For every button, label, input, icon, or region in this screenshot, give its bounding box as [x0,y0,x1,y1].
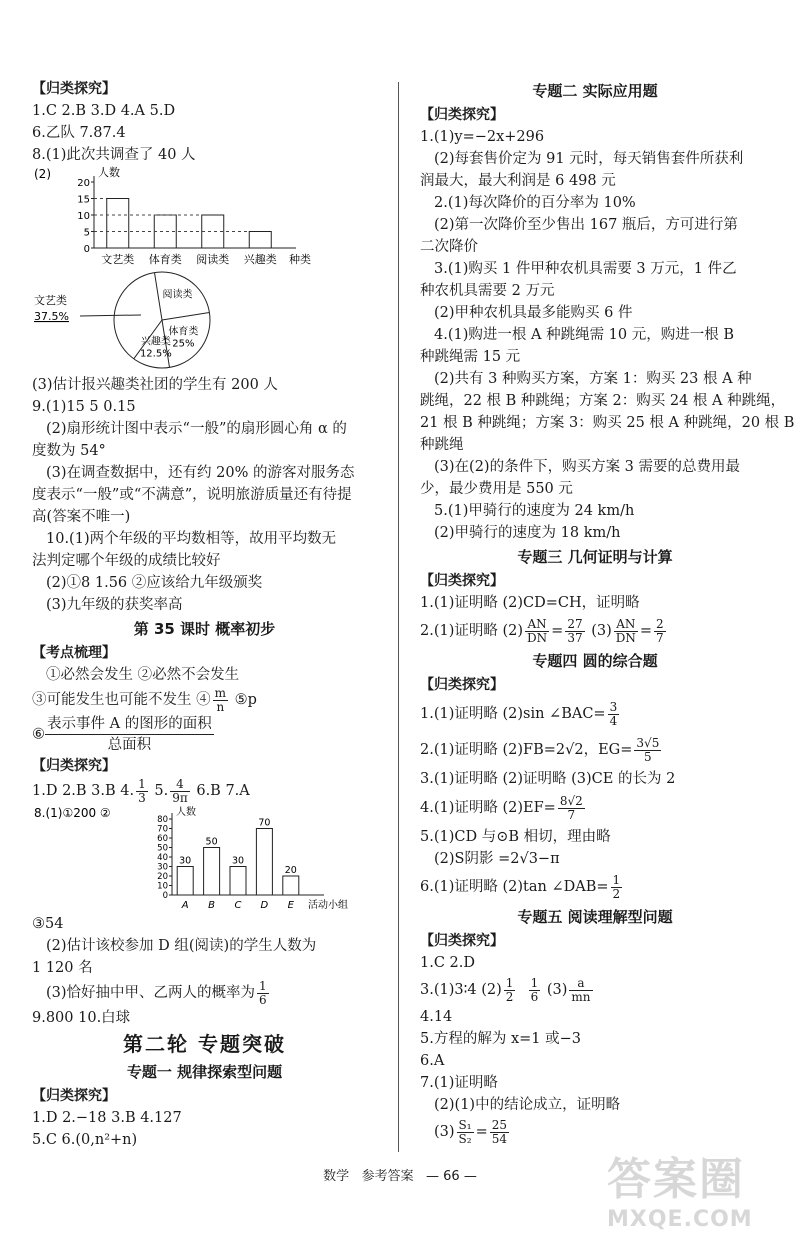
answer-line: 3.(1)购买 1 件甲种农机具需要 3 万元，1 件乙 [434,261,737,277]
fraction [654,618,666,645]
answer-line [32,714,377,755]
fraction-numerator: 2 [656,616,664,631]
fraction-numerator: m [214,685,226,700]
x-tick-label: D [260,900,269,911]
answer-text: (3) [542,982,568,998]
answer-line: (3)估计报兴趣类社团的学生有 200 人 [32,377,278,393]
answer-line: 二次降价 [420,239,478,255]
answer-line: 9.800 10.白球 [32,1010,131,1026]
answer-text: ⑤p [234,692,257,708]
fraction [634,737,661,764]
y-tick-label: 80 [157,815,168,825]
fraction [45,714,214,755]
bar-value-label: 20 [284,865,297,876]
answer-line: (3)九年级的获奖率高 [46,597,183,613]
pie-slice-value: 25% [172,338,195,350]
fraction-denominator: 7 [656,630,664,645]
left-column [32,78,377,1151]
x-tick-label: 文艺类 [101,253,135,266]
pie-slice-label: 兴趣类 [140,336,171,348]
fraction [136,778,148,805]
answer-text: (3) [586,623,612,639]
fraction-numerator: 3 [609,699,618,714]
answer-line: 1.(1)y=−2x+296 [420,129,545,145]
fraction [529,977,541,1004]
equals-sign: = [551,623,564,639]
answer-line: 6.乙队 7.87.4 [32,125,126,141]
y-tick-label: 10 [77,211,90,222]
y-tick-label: 5 [83,227,90,239]
fraction [213,687,228,714]
fraction-denominator: 3 [138,790,146,805]
fraction-numerator: AN [525,618,549,632]
fraction-numerator: 1 [138,776,146,791]
answer-text: ③可能发生也可能不发生 ④ [32,692,211,708]
section-tag: 【归类探究】 [32,758,116,774]
answer-line: 度表示“一般”或“不满意”，说明旅游质量还有待提 [32,487,352,503]
answer-line: 4.14 [420,1009,453,1025]
answer-text: 2.(1)证明略 (2)FB=2√2，EG= [420,742,633,758]
bar-value-label: 50 [205,836,218,848]
answer-text: 6.(1)证明略 (2)tan ∠DAB= [420,879,609,895]
x-tick-label: E [287,900,294,911]
fraction-numerator: 25 [491,1117,508,1132]
fraction [457,1119,474,1146]
answer-line: (2)(1)中的结论成立，证明略 [434,1097,621,1113]
y-tick-label: 30 [157,862,168,873]
fraction [614,618,638,645]
answer-line: 种跳绳 [420,437,464,453]
fraction-denominator: 6 [259,992,267,1007]
answer-line: 1.(1)证明略 (2)CD=CH，证明略 [420,595,640,611]
answer-line: 1.C 2.B 3.D 4.A 5.D [32,103,176,119]
fraction [608,701,620,728]
section-tag: 【归类探究】 [420,933,504,949]
footer-subject: 数学 [323,1169,350,1184]
fraction-denominator: DN [615,630,636,645]
answer-line: (2)估计该校参加 D 组(阅读)的学生人数为 [46,938,317,954]
x-tick-label: 兴趣类 [243,253,277,266]
answer-line: (2)S阴影 =2√3−π [434,851,560,867]
answer-line: (3)在(2)的条件下，购买方案 3 需要的总费用最 [434,459,741,475]
answer-text: 2.(1)证明略 (2) [420,623,524,639]
chart-prefix: (2) [34,167,51,181]
fraction-numerator: 1 [259,978,267,993]
answer-line: 2.(1)每次降价的百分率为 10% [434,195,636,211]
answer-line [32,686,377,714]
y-tick-label: 0 [83,244,90,255]
bar [283,876,299,895]
fraction [170,778,190,805]
answer-line [420,614,770,648]
fraction-numerator: 1 [612,872,621,887]
answer-line: 高(答案不唯一) [32,509,131,525]
fraction-denominator: 总面积 [107,737,152,753]
answer-text: (3)恰好抽中甲、乙两人的概率为 [46,985,256,1001]
answer-line: (3)在调查数据中，还有约 20% 的游客对服务态 [46,465,355,481]
fraction-denominator: 54 [491,1131,508,1146]
answer-line [32,979,377,1007]
pie-outside-value: 37.5% [34,310,69,323]
answer-text: 6.B 7.A [196,783,250,799]
answer-line [420,790,770,826]
answer-line [420,696,770,732]
chart-prefix: 8.(1)①200 ② [34,806,111,820]
y-tick-label: 40 [157,853,168,863]
fraction-denominator: 9π [172,790,188,805]
answer-text: 1.D 2.B 3.B 4. [32,783,135,799]
x-axis-label: 种类 [289,253,311,266]
fraction-numerator: S₁ [458,1117,472,1132]
fraction-numerator: 1 [505,975,514,990]
pie-slice-label: 阅读类 [162,289,193,301]
bar-chart-clubs [32,166,322,266]
bar [249,232,271,249]
watermark-url: MXQE.COM [607,1207,753,1232]
bar [230,867,246,896]
bar-chart-groups [32,805,372,913]
x-axis-label: 活动小组 [308,900,348,911]
answer-line: (2)甲骑行的速度为 18 km/h [434,525,621,541]
answer-line: 8.(1)此次共调查了 40 人 [32,147,196,163]
answer-line: 种农机具需要 2 万元 [420,283,555,299]
fraction [257,980,269,1007]
section-tag: 【归类探究】 [420,677,504,693]
x-tick-label: 阅读类 [196,253,230,266]
fraction-denominator: 4 [609,713,618,728]
answer-line: 7.(1)证明略 [420,1075,498,1091]
pie-slice-label: 体育类 [168,326,199,338]
fraction-denominator: 37 [567,630,583,645]
topic-heading: 专题五 阅读理解型问题 [517,908,673,926]
fraction-denominator: 5 [644,749,652,764]
answer-line: 润最大，最大利润是 6 498 元 [420,173,616,189]
answer-line: (2)①8 1.56 ②应该给九年级颁奖 [46,575,263,591]
footer-section: 参考答案 [361,1169,414,1184]
fraction-denominator: mn [571,989,591,1004]
answer-line: (2)每套售价定为 91 元时，每天销售套件所获利 [434,151,744,167]
bar [177,867,193,896]
fraction-numerator: 8√2 [559,793,583,808]
answer-text: 5. [154,783,169,799]
answer-line [420,974,770,1006]
bar-value-label: 30 [231,855,245,867]
answer-line: 跳绳，22 根 B 种跳绳；方案 2：购买 24 根 A 种跳绳， [420,393,786,409]
fraction-numerator: 4 [170,778,190,792]
answer-line [420,732,770,768]
topic-heading: 专题四 圆的综合题 [532,652,658,670]
answer-line: 10.(1)两个年级的平均数相等，故用平均数无 [46,531,337,547]
answer-line: 21 根 B 种跳绳；方案 3：购买 25 根 A 种跳绳，20 根 B [420,415,795,431]
pie-chart-clubs [32,266,292,374]
y-tick-label: 20 [77,178,90,189]
y-tick-label: 10 [157,881,168,892]
bar [107,199,129,249]
fraction-numerator: 1 [530,975,539,990]
fraction-denominator: S₂ [458,1131,472,1146]
watermark [607,1143,782,1238]
equals-sign: = [639,623,653,639]
answer-text: 1.(1)证明略 (2)sin ∠BAC= [420,706,606,722]
y-axis-label: 人数 [98,166,120,179]
x-tick-label: A [181,900,189,911]
y-tick-label: 70 [157,824,168,835]
round-heading: 第二轮 专题突破 [123,1032,286,1056]
y-tick-label: 60 [157,834,168,844]
answer-line: 5.方程的解为 x=1 或−3 [420,1031,581,1047]
answer-text: (3) [434,1124,455,1140]
answer-line: 少，最少费用是 550 元 [420,481,573,497]
circled-number: ⑥ [32,726,45,743]
answer-line: ③54 [32,916,64,932]
fraction [504,977,516,1004]
answer-line: 3.(1)证明略 (2)证明略 (3)CE 的长为 2 [420,771,676,787]
fraction [569,977,592,1004]
fraction-denominator: 6 [530,989,539,1004]
section-tag: 【归类探究】 [32,1088,116,1104]
bar [204,848,220,896]
answer-line: (2)甲种农机具最多能购买 6 件 [434,305,633,321]
answer-line: 1.C 2.D [420,955,475,971]
y-tick-label: 20 [157,872,168,882]
topic-heading: 专题三 几何证明与计算 [517,548,673,566]
section-tag: 【归类探究】 [420,573,504,589]
fraction [611,874,623,901]
y-tick-label: 50 [157,843,168,854]
bar-value-label: 30 [179,855,192,867]
answer-line: 6.A [420,1053,445,1069]
fraction-denominator: 7 [567,807,576,822]
section-tag: 【归类探究】 [420,107,504,123]
answer-line: 法判定哪个年级的成绩比较好 [32,553,221,569]
x-tick-label: C [234,900,242,911]
answer-line: 5.(1)甲骑行的速度为 24 km/h [434,503,635,519]
y-tick-label: 15 [77,194,90,206]
fraction [558,795,585,822]
fraction-denominator: n [216,699,225,714]
answer-line: 5.(1)CD 与⊙B 相切，理由略 [420,829,611,845]
fraction-numerator: 表示事件 A 的图形的面积 [45,714,214,735]
pie-outside-label: 文艺类 [34,294,67,307]
watermark-logo: 答案圈 [607,1154,745,1205]
fraction-denominator: 2 [612,886,621,901]
pie-slice-value: 12.5% [139,348,172,360]
y-axis-label: 人数 [176,807,196,818]
answer-line [420,870,770,904]
section-tag: 【考点梳理】 [32,645,116,661]
topic-heading: 专题二 实际应用题 [532,82,658,100]
answer-line: (2)共有 3 种购买方案，方案 1：购买 23 根 A 种 [434,371,752,387]
fraction-numerator: a [569,977,592,991]
bar-value-label: 70 [258,817,271,829]
answer-text: 3.(1)3∶4 (2) [420,982,502,998]
fraction [490,1119,509,1146]
bar [256,829,272,896]
answer-line: 度数为 54° [32,443,106,459]
answer-line: 4.(1)购进一根 A 种跳绳需 10 元，购进一根 B [434,327,734,343]
fraction-numerator: 27 [567,616,583,631]
answer-line: 1 120 名 [32,960,93,976]
section-tag: 【归类探究】 [32,81,116,97]
answer-line: 1.D 2.−18 3.B 4.127 [32,1110,182,1126]
answer-line: 5.C 6.(0,n²+n) [32,1132,138,1148]
y-tick-label: 0 [162,891,168,901]
answer-line: 9.(1)15 5 0.15 [32,399,136,415]
fraction [525,618,549,645]
answer-line: (2)第一次降价至少售出 167 瓶后，方可进行第 [434,217,738,233]
fraction-numerator: 3√5 [636,735,660,750]
x-tick-label: 体育类 [148,253,182,266]
fraction-denominator: 2 [505,989,514,1004]
column-divider [398,82,399,1152]
lesson-heading: 第 35 课时 概率初步 [133,620,276,638]
fraction-numerator: AN [614,618,638,632]
answer-line: ①必然会发生 ②必然不会发生 [46,667,240,683]
fraction-denominator: DN [527,630,548,645]
topic-heading: 专题一 规律探索型问题 [126,1063,283,1081]
fraction [565,618,584,645]
answer-line [32,777,377,805]
answer-line: (2)扇形统计图中表示“一般”的扇形圆心角 α 的 [46,421,347,437]
equals-sign: = [475,1124,488,1140]
x-tick-label: B [208,900,216,911]
right-column [420,78,795,1148]
answer-line: 种跳绳需 15 元 [420,349,521,365]
page-number: — 66 — [426,1169,477,1184]
answer-text: 4.(1)证明略 (2)EF= [420,800,556,816]
